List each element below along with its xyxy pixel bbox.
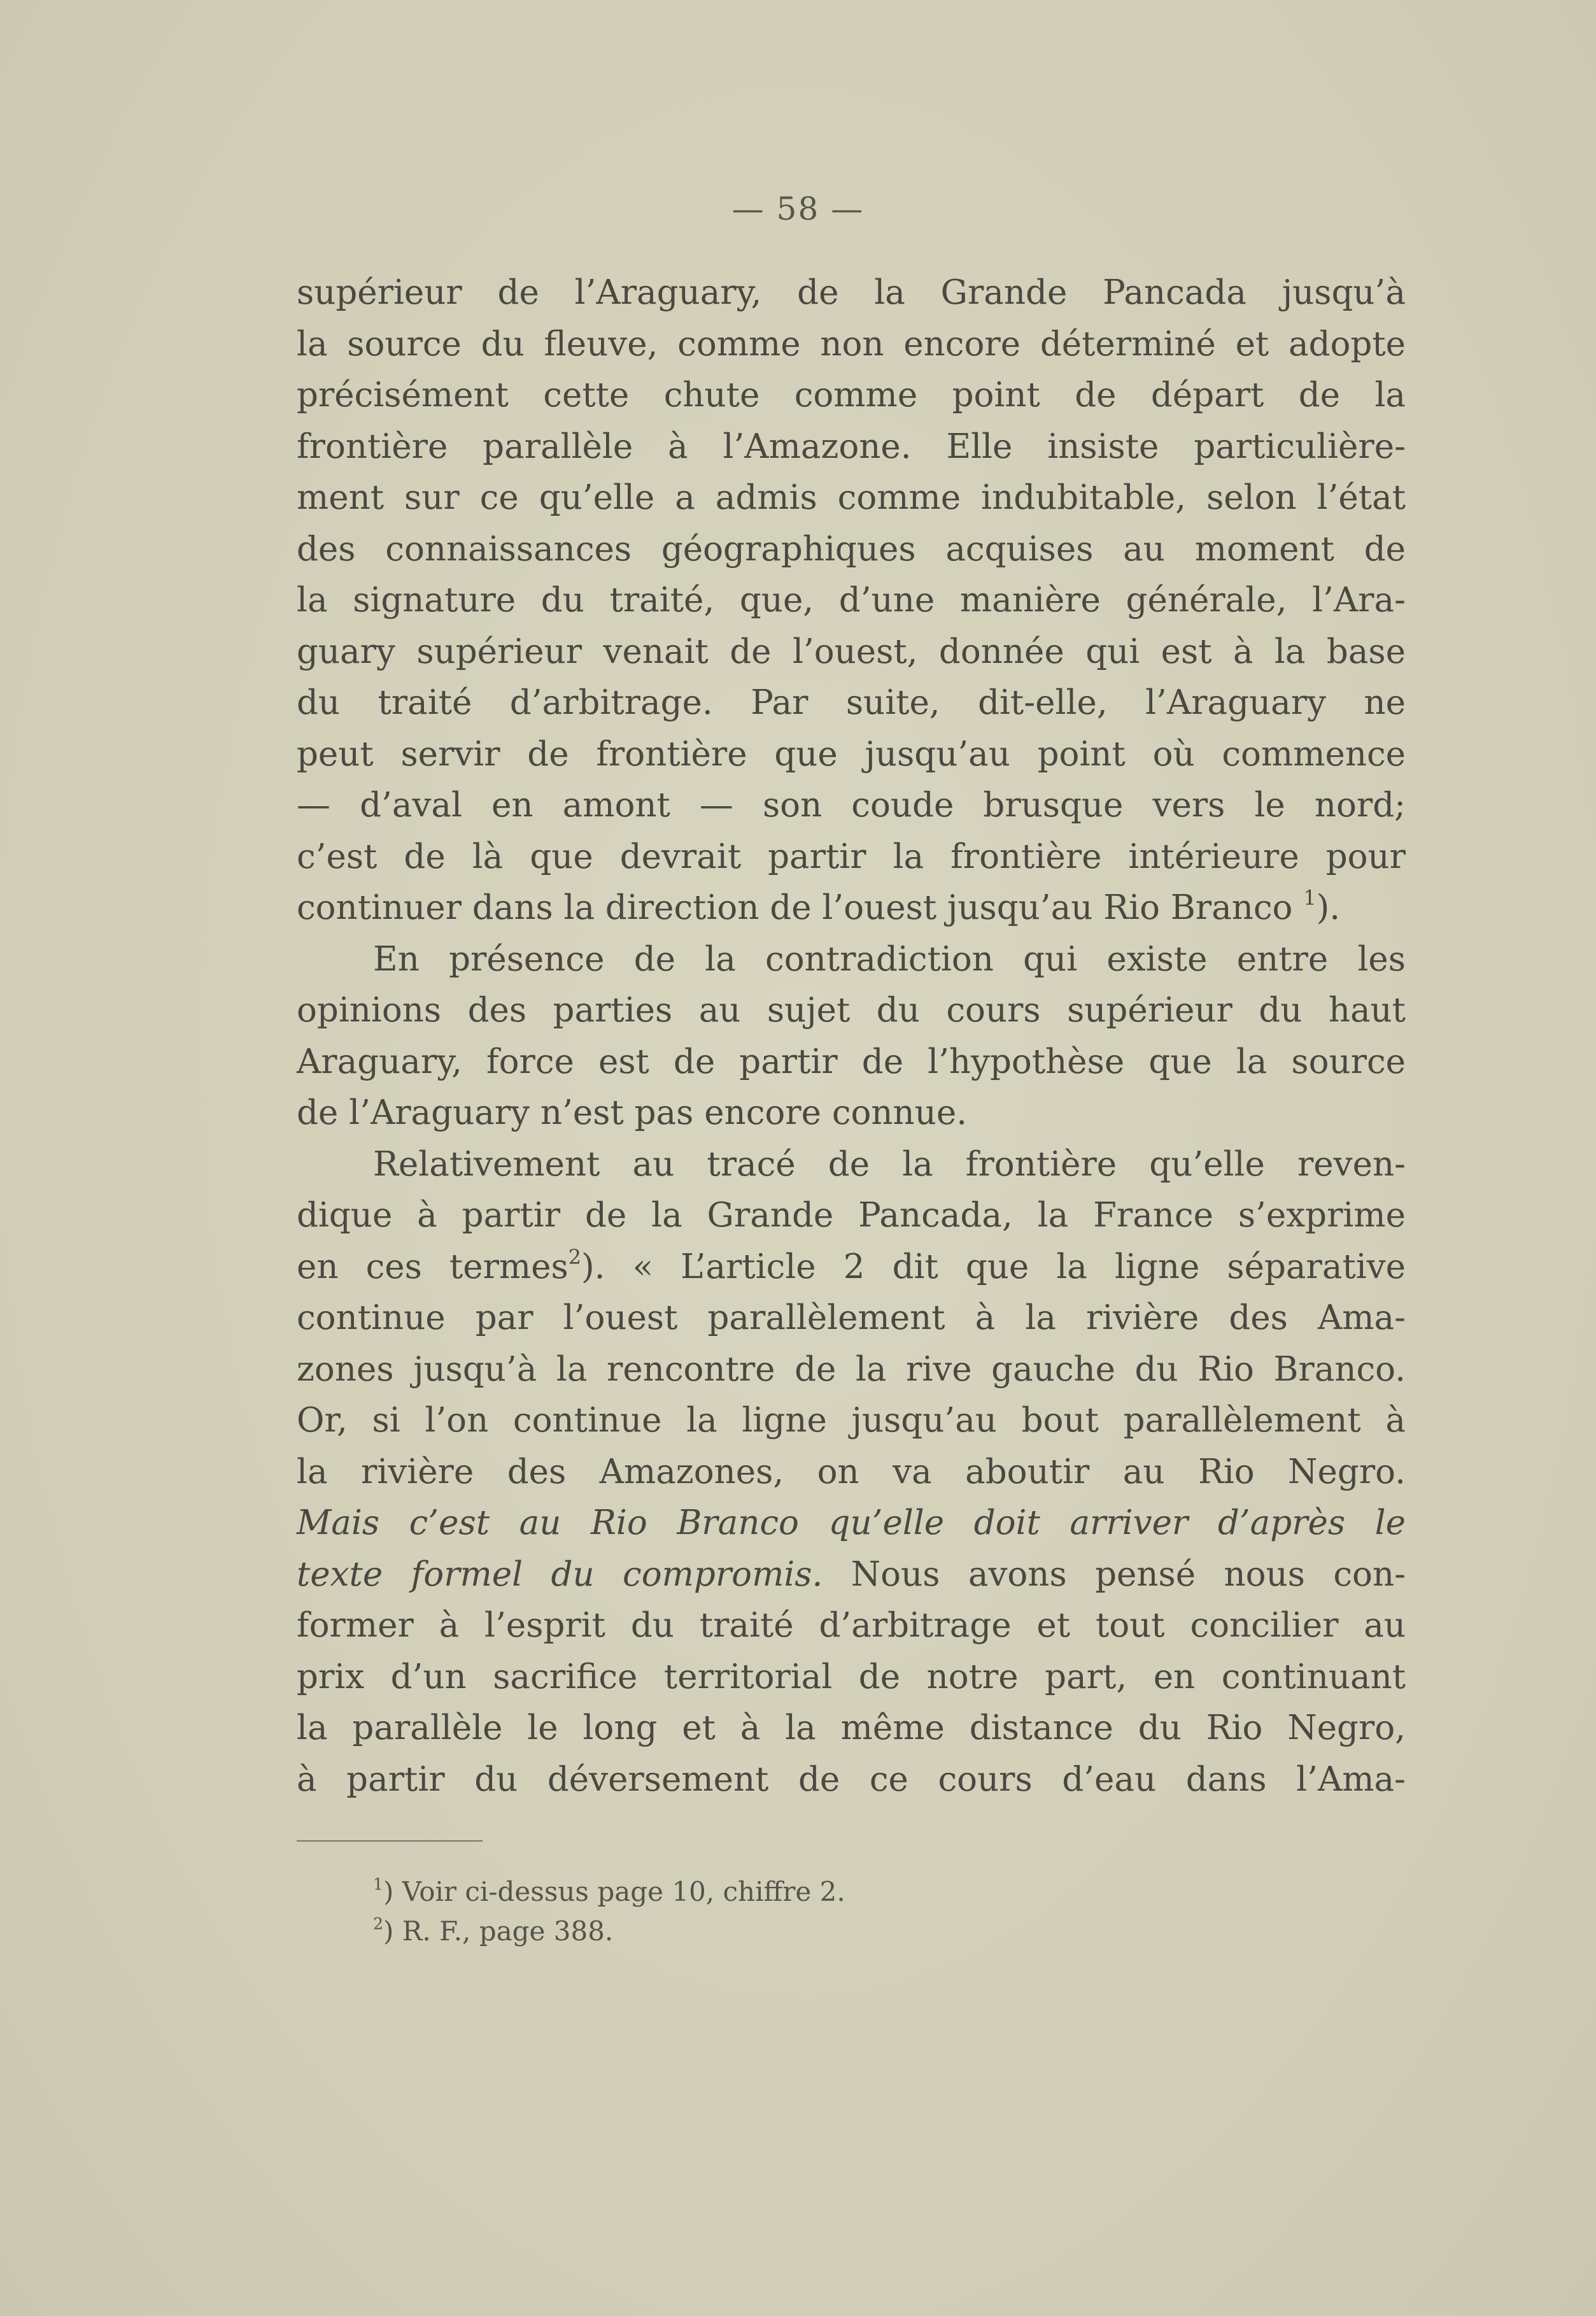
text-line: guary supérieur venait de l’ouest, donnée qui est à la base — [297, 632, 1406, 671]
text-line — [297, 883, 1406, 934]
page-number: — 58 — — [731, 190, 865, 227]
text-line: des connaissances géographiques acquises au moment de — [297, 529, 1406, 569]
footnote-ref-1-suffix: ). — [1316, 888, 1341, 927]
text-line: du traité d’arbitrage. Par suite, dit-elle, l’Araguary ne — [297, 683, 1406, 722]
text-line-content: continuer dans la direction de l’ouest jusqu’au Rio Branco — [297, 888, 1293, 927]
footnote-marker: 2 — [373, 1914, 384, 1933]
footnotes — [373, 1872, 845, 1951]
italic-text: Mais c’est au Rio Branco qu’elle doit arriver d’après le — [297, 1503, 1406, 1542]
text-line: à partir du déversement de ce cours d’eau dans l’Ama- — [297, 1759, 1406, 1799]
text-line: former à l’esprit du traité d’arbitrage et tout concilier au — [297, 1606, 1406, 1645]
footnote-marker: 1 — [373, 1875, 384, 1894]
text-line: supérieur de l’Araguary, de la Grande Pancada jusqu’à — [297, 273, 1406, 312]
text-line: ment sur ce qu’elle a admis comme indubitable, selon l’état — [297, 478, 1406, 517]
footnote — [373, 1872, 845, 1912]
footnote-text: ) Voir ci-dessus page 10, chiffre 2. — [383, 1876, 845, 1907]
text-line — [297, 1498, 1406, 1549]
text-line — [297, 1549, 1406, 1601]
text-line: la source du fleuve, comme non encore déterminé et adopte — [297, 324, 1406, 364]
text-line: c’est de là que devrait partir la frontière intérieure pour — [297, 837, 1406, 876]
text-line: peut servir de frontière que jusqu’au point où commence — [297, 734, 1406, 774]
text-line: précisément cette chute comme point de départ de la — [297, 376, 1406, 415]
text-line-content: Nous avons pensé nous con- — [851, 1554, 1406, 1594]
text-line: la rivière des Amazones, on va aboutir au Rio Negro. — [297, 1452, 1406, 1491]
text-line: En présence de la contradiction qui existe entre les — [373, 939, 1406, 979]
footnote-ref-2: 2 — [568, 1245, 581, 1269]
footnote-text: ) R. F., page 388. — [383, 1915, 614, 1947]
text-line: prix d’un sacrifice territorial de notre part, en continuant — [297, 1657, 1406, 1696]
text-line: Araguary, force est de partir de l’hypothèse que la source — [297, 1042, 1406, 1081]
text-line: — d’aval en amont — son coude brusque vers le nord; — [297, 786, 1406, 825]
text-line: opinions des parties au sujet du cours supérieur du haut — [297, 991, 1406, 1030]
text-line: Or, si l’on continue la ligne jusqu’au bout parallèlement à — [297, 1401, 1406, 1440]
text-line: continue par l’ouest parallèlement à la rivière des Ama- — [297, 1298, 1406, 1337]
text-line: de l’Araguary n’est pas encore connue. — [297, 1093, 968, 1132]
footnote — [373, 1912, 845, 1951]
text-line: la signature du traité, que, d’une manière générale, l’Ara- — [297, 581, 1406, 620]
footnote-ref-2-suffix: ). — [581, 1247, 605, 1286]
text-line-content: en ces termes — [297, 1247, 568, 1286]
text-line — [297, 1242, 1406, 1293]
text-line: la parallèle le long et à la même distance du Rio Negro, — [297, 1709, 1406, 1747]
body-text — [297, 267, 1406, 1805]
text-line: zones jusqu’à la rencontre de la rive gauche du Rio Branco. — [297, 1349, 1406, 1389]
footnote-ref-1: 1 — [1303, 886, 1317, 910]
text-line: Relativement au tracé de la frontière qu’elle reven- — [373, 1144, 1406, 1184]
text-line: frontière parallèle à l’Amazone. Elle insiste particulière- — [297, 427, 1406, 466]
text-line-content: « L’article 2 dit que la ligne séparative — [632, 1247, 1406, 1286]
text-line: dique à partir de la Grande Pancada, la France s’exprime — [297, 1196, 1406, 1235]
footnote-divider — [297, 1840, 483, 1842]
italic-text: texte formel du compromis. — [297, 1554, 823, 1594]
